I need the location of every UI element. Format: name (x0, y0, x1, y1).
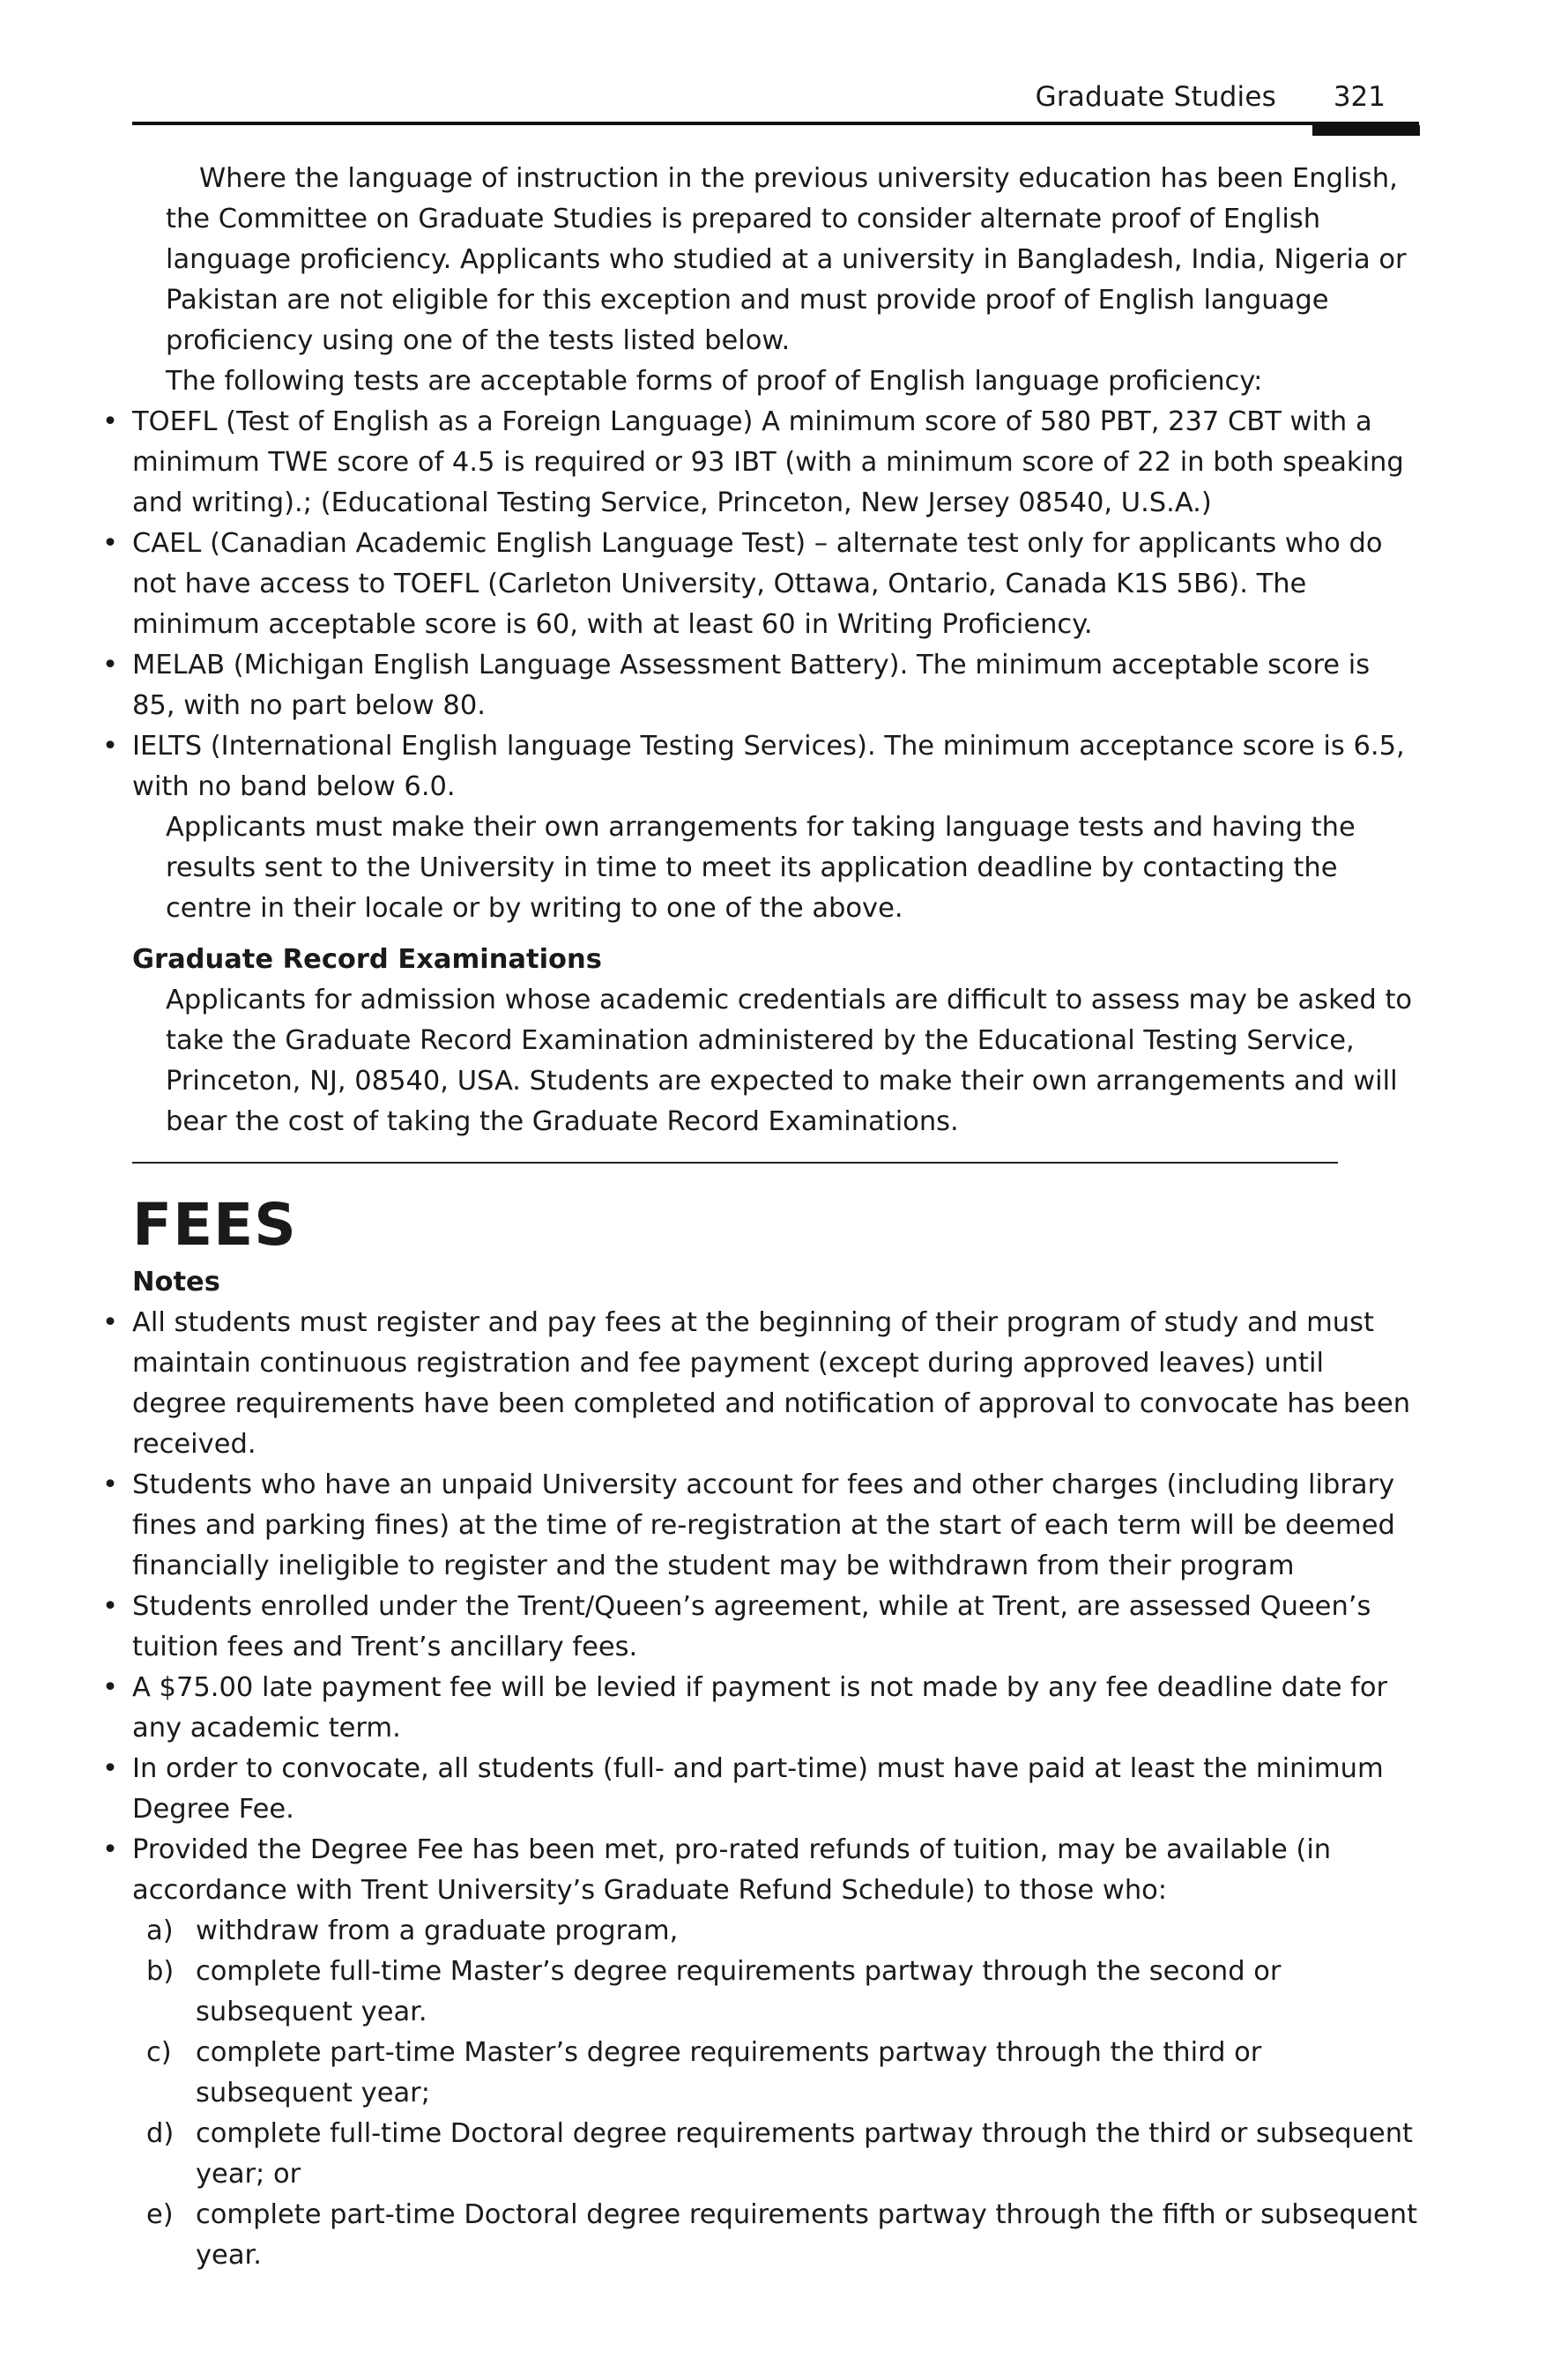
fee-notes-list (102, 1303, 1419, 2276)
list-item (102, 1830, 1419, 2276)
bullet-icon: • (102, 650, 118, 681)
note-text: Students enrolled under the Trent/Queen’s agreement, while at Trent, are assessed Queen’s tuition fees and Trent’s ancillary fees. (132, 1591, 1371, 1662)
bullet-icon: • (102, 731, 118, 762)
english-tests-list (102, 402, 1419, 807)
list-marker: d) (146, 2118, 175, 2149)
note-text: Provided the Degree Fee has been met, pro-rated refunds of tuition, may be available (in accordance with Trent University’s Graduate Refund Schedule) to those who: (132, 1834, 1332, 1906)
tests-intro-paragraph: The following tests are acceptable forms of proof of English language proficiency: (166, 366, 1263, 397)
condition-text: complete full-time Master’s degree requirements partway through the second or subsequent year. (196, 1956, 1282, 2027)
refund-conditions-list (146, 1911, 1419, 2276)
list-item (102, 1303, 1419, 1465)
note-text: All students must register and pay fees at the beginning of their program of study and must maintain continuous registration and fee payment (except during approved leaves) until degree requirements have been completed and notification of approval to convocate has been received. (132, 1307, 1411, 1460)
test-item-text: IELTS (International English language Testing Services). The minimum acceptance score is 6.5, with no band below 6.0. (132, 731, 1405, 802)
bullet-icon: • (102, 1307, 118, 1338)
page-number: 321 (1333, 81, 1386, 113)
running-header (132, 81, 1419, 125)
note-text: A $75.00 late payment fee will be levied if payment is not made by any fee deadline date for any academic term. (132, 1672, 1388, 1744)
fees-heading: FEES (132, 1191, 297, 1259)
bullet-icon: • (102, 1591, 118, 1622)
list-item (146, 1952, 1419, 2033)
bullet-icon: • (102, 1834, 118, 1865)
list-item (102, 1668, 1419, 1749)
list-item (102, 726, 1419, 807)
bullet-icon: • (102, 1672, 118, 1703)
test-item-text: TOEFL (Test of English as a Foreign Language) A minimum score of 580 PBT, 237 CBT with a minimum TWE score of 4.5 is required or 93 IBT (with a minimum score of 22 in both speaking and writing).; (Educational Testing Service, Princeton, New Jersey 08540, U.S.A.) (132, 406, 1404, 518)
list-item (102, 645, 1419, 726)
list-item (102, 1749, 1419, 1830)
list-marker: b) (146, 1956, 175, 1987)
section-divider (132, 1162, 1338, 1164)
bullet-icon: • (102, 406, 118, 437)
list-item (146, 2195, 1419, 2276)
notes-heading: Notes (132, 1267, 220, 1298)
arrangements-paragraph: Applicants must make their own arrangements for taking language tests and having the results sent to the University in time to meet its application deadline by contacting the centre in their locale or by writing to one of the above. (166, 812, 1356, 924)
list-item (102, 1465, 1419, 1587)
gre-paragraph: Applicants for admission whose academic credentials are difficult to assess may be asked to take the Graduate Record Examination administered by the Educational Testing Service, Princeton, NJ, 08540, USA. Students are expected to make their own arrangements and will bear the cost of taking the Graduate Record Examinations. (166, 985, 1413, 1137)
note-text: Students who have an unpaid University account for fees and other charges (including library fines and parking fines) at the time of re-registration at the start of each term will be deemed financially ineligible to register and the student may be withdrawn from their program (132, 1469, 1395, 1581)
note-text: In order to convocate, all students (full- and part-time) must have paid at least the minimum Degree Fee. (132, 1753, 1384, 1825)
bullet-icon: • (102, 1469, 118, 1500)
list-marker: a) (146, 1915, 174, 1946)
condition-text: complete full-time Doctoral degree requirements partway through the third or subsequent year; or (196, 2118, 1413, 2190)
english-intro-paragraph: Where the language of instruction in the previous university education has been English, the Committee on Graduate Studies is prepared to consider alternate proof of English language proficiency. Applicants who studied at a university in Bangladesh, India, Nigeria or Pakistan are not eligible for this exception and must provide proof of English language proficiency using one of the tests listed below. (166, 163, 1407, 356)
bullet-icon: • (102, 1753, 118, 1784)
condition-text: withdraw from a graduate program, (196, 1915, 679, 1946)
condition-text: complete part-time Master’s degree requirements partway through the third or subsequent year; (196, 2037, 1262, 2109)
list-item (102, 524, 1419, 645)
list-item (146, 1911, 1419, 1952)
gre-heading: Graduate Record Examinations (132, 944, 602, 975)
condition-text: complete part-time Doctoral degree requirements partway through the fifth or subsequent year. (196, 2199, 1418, 2271)
test-item-text: MELAB (Michigan English Language Assessment Battery). The minimum acceptable score is 85, with no part below 80. (132, 650, 1371, 721)
list-item (146, 2114, 1419, 2195)
running-header-title: Graduate Studies (1035, 81, 1276, 113)
list-item (102, 1587, 1419, 1668)
test-item-text: CAEL (Canadian Academic English Language Test) – alternate test only for applicants who do not have access to TOEFL (Carleton University, Ottawa, Ontario, Canada K1S 5B6). The minimum acceptable score is 60, with at least 60 in Writing Proficiency. (132, 528, 1383, 640)
list-item (146, 2033, 1419, 2114)
header-tab-bar (1312, 125, 1420, 136)
list-marker: e) (146, 2199, 174, 2230)
list-item (102, 402, 1419, 524)
page-content (102, 159, 1419, 2276)
list-marker: c) (146, 2037, 172, 2068)
bullet-icon: • (102, 528, 118, 559)
